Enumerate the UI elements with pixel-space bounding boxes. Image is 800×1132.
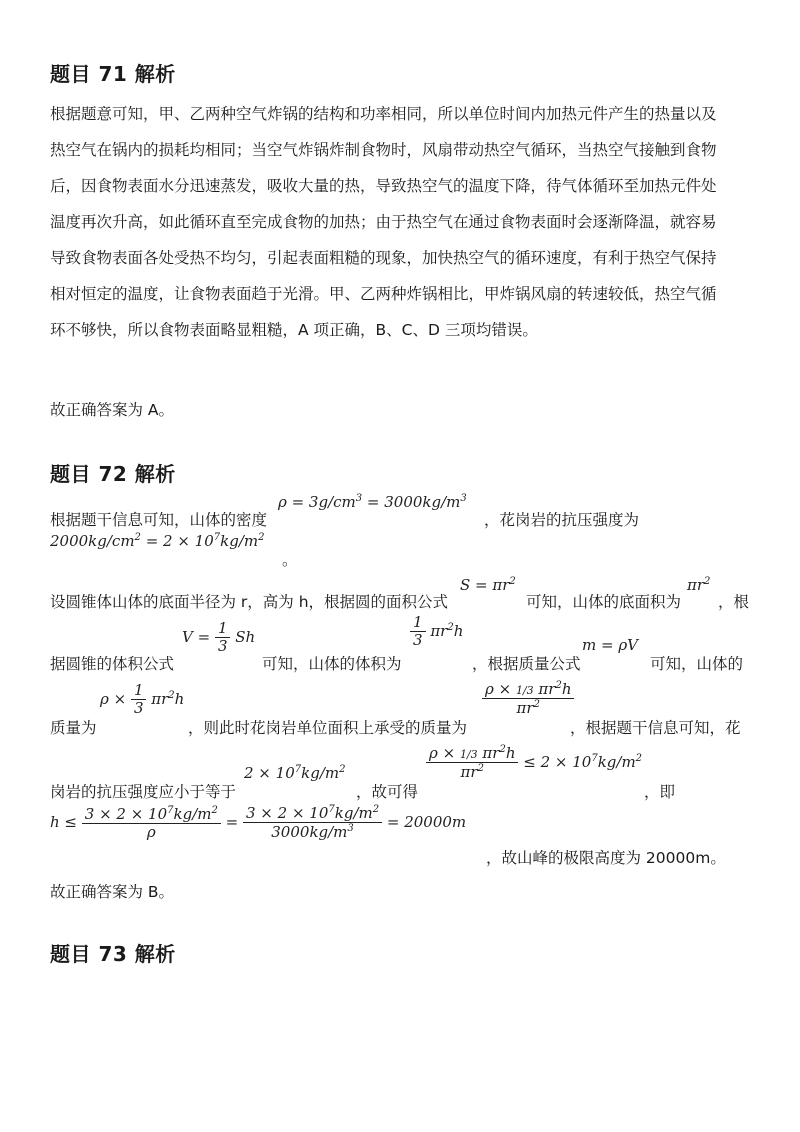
q72-text-6: ，根 — [718, 593, 750, 611]
formula-inequality: $\frac{\rho \times 1/3 \pi r^2h}{\pi r^2}$ ≤ $2 \times 10^7kg/m^2$ — [426, 744, 642, 782]
q71-paragraph — [50, 96, 750, 348]
formula-cone-volume: V = $\frac{1}{3}$ Sh — [182, 619, 256, 656]
q71-line-1: 根据题意可知，甲、乙两种空气炸锅的结构和功率相同，所以单位时间内加热元件产生的热量以及 — [50, 105, 717, 123]
formula-height: h ≤ $\frac{3 \times 2 \times 10^7kg/m^2}{\rho}$ = $\frac{3 \times 2 \times 10^7kg/m^2}{3000kg/m^3}$ = 20000m — [50, 804, 467, 842]
formula-circle-area: $S = \pi r^2$ — [460, 576, 516, 594]
q72-text-13: ，根据题干信息可知，花 — [570, 719, 741, 737]
formula-strength-limit: $2 \times 10^7kg/m^2$ — [244, 764, 346, 782]
q72-text-16: ，即 — [644, 783, 676, 801]
q72-text-7: 据圆锥的体积公式 — [50, 655, 175, 673]
q72-text-3: 。 — [282, 551, 298, 569]
q72-answer: 故正确答案为 B。 — [50, 883, 175, 901]
q72-text-8: 可知，山体的体积为 — [262, 655, 402, 673]
q72-text-4: 设圆锥体山体的底面半径为 r，高为 h，根据圆的面积公式 — [50, 593, 449, 611]
q73-heading: 题目 73 解析 — [50, 942, 176, 966]
formula-density: $\rho = 3g/cm^3 = 3000kg/m^3$ — [278, 493, 467, 511]
q72-text-10: 可知，山体的 — [650, 655, 744, 673]
q71-line-3: 后，因食物表面水分迅速蒸发，吸收大量的热，导致热空气的温度下降，待气体循环至加热元件处 — [50, 177, 717, 195]
q72-text-9: ，根据质量公式 — [472, 655, 581, 673]
q71-heading: 题目 71 解析 — [50, 62, 176, 86]
q72-text-15: ，故可得 — [356, 783, 419, 801]
formula-mountain-mass: ρ × $\frac{1}{3}$ $\pi r^2h$ — [100, 681, 185, 718]
q71-line-2: 热空气在锅内的损耗均相同；当空气炸锅炸制食物时，风扇带动热空气循环，当热空气接触到食物 — [50, 141, 717, 159]
formula-strength: $2000kg/cm^2 = 2 \times 10^7kg/m^2$ — [50, 532, 265, 550]
q72-heading: 题目 72 解析 — [50, 462, 176, 486]
q72-text-2: ，花岗岩的抗压强度为 — [484, 511, 640, 529]
q72-text-17: ，故山峰的极限高度为 20000m。 — [486, 849, 726, 867]
q72-text-14: 岗岩的抗压强度应小于等于 — [50, 783, 237, 801]
formula-volume: $\frac{1}{3}$ $\pi r^2h$ — [410, 614, 463, 650]
q71-line-6: 相对恒定的温度，让食物表面趋于光滑。甲、乙两种炸锅相比，甲炸锅风扇的转速较低，热空气循 — [50, 285, 717, 303]
formula-base-area: $\pi r^2$ — [687, 576, 711, 594]
q72-text-12: ，则此时花岗岩单位面积上承受的质量为 — [188, 719, 468, 737]
q71-line-7: 环不够快，所以食物表面略显粗糙，A 项正确，B、C、D 三项均错误。 — [50, 321, 538, 339]
q71-answer: 故正确答案为 A。 — [50, 401, 175, 419]
q72-text-5: 可知，山体的底面积为 — [526, 593, 682, 611]
q71-line-4: 温度再次升高，如此循环直至完成食物的加热；由于热空气在通过食物表面时会逐渐降温，就容易 — [50, 213, 717, 231]
formula-mass: m = ρV — [582, 636, 638, 654]
q71-line-5: 导致食物表面各处受热不均匀，引起表面粗糙的现象，加快热空气的循环速度，有利于热空气保持 — [50, 249, 717, 267]
formula-mass-per-area: $\frac{\rho \times 1/3 \pi r^2h}{\pi r^2}$ — [482, 680, 574, 718]
q72-text-11: 质量为 — [50, 719, 97, 737]
q72-text-1: 根据题干信息可知，山体的密度 — [50, 511, 268, 529]
